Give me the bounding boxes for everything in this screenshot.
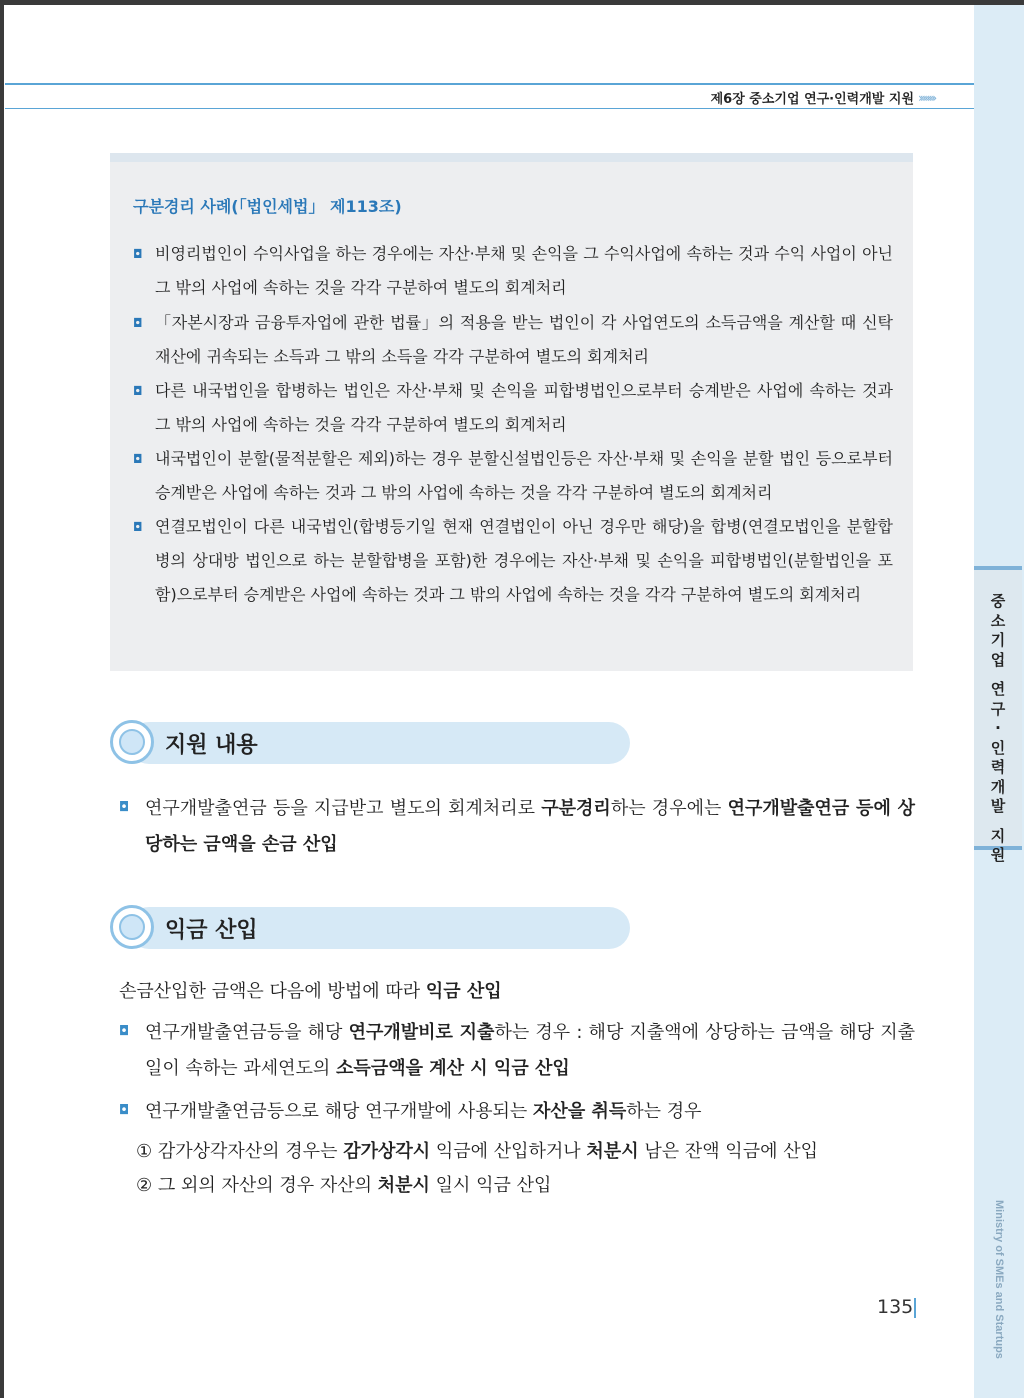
income-subitem-2: ② 그 외의 자산의 경우 자산의 처분시 일시 익금 산입 bbox=[136, 1175, 552, 1196]
income-item-1: 연구개발출연금등을 해당 연구개발비로 지출하는 경우 : 해당 지출액에 상당하는 금액을 해당 지출일이 속하는 과세연도의 소득금액을 계산 시 익금 산입 bbox=[145, 1022, 916, 1079]
box-list-item: ◘ 「자본시장과 금융투자업에 관한 법률」의 적용을 받는 법인이 각 사업연도의 소득금액을 계산할 때 신탁재산에 귀속되는 소득과 그 밖의 소득을 각각 구분하여 별도의 회계처리 bbox=[133, 306, 893, 374]
box-list-item: ◘ 내국법인이 분할(물적분할은 제외)하는 경우 분할신설법인등은 자산·부채 및 손익을 분할 법인 등으로부터 승계받은 사업에 속하는 것과 그 밖의 사업에 속하는 것을 각각 구분하여 별도의 회계처리 bbox=[133, 442, 893, 510]
bullet-icon: ◘ bbox=[133, 316, 143, 330]
income-subitem-1: ① 감가상각자산의 경우는 감가상각시 익금에 산입하거나 처분시 남은 잔액 익금에 산입 bbox=[136, 1141, 818, 1162]
bullet-icon: ◘ bbox=[133, 520, 143, 534]
ministry-vertical-label bbox=[988, 1200, 1010, 1370]
page-number-bar bbox=[914, 1298, 916, 1318]
box-list-item: ◘ 비영리법인이 수익사업을 하는 경우에는 자산·부채 및 손익을 그 수익사업에 속하는 것과 수익 사업이 아닌 그 밖의 사업에 속하는 것을 각각 구분하여 별도의 회계처리 bbox=[133, 237, 893, 305]
svg-text:Ministry of SMEs and Startups: Ministry of SMEs and Startups bbox=[993, 1200, 1005, 1359]
income-item-2: 연구개발출연금등으로 해당 연구개발에 사용되는 자산을 취득하는 경우 bbox=[145, 1101, 702, 1122]
header-rule bbox=[5, 83, 974, 85]
income-intro: 손금산입한 금액은 다음에 방법에 따라 익금 산입 bbox=[119, 981, 502, 1002]
section-title: 익금 산입 bbox=[165, 918, 258, 943]
section-header-support bbox=[110, 722, 630, 764]
chapter-side-tab-label: 중 소 기 업 연 구 · 인 력 개 발 지 원 bbox=[990, 592, 1006, 864]
example-box-title: 구분경리 사례(「법인세법」 제113조) bbox=[133, 197, 402, 216]
example-box-tab bbox=[110, 153, 913, 162]
page-left-edge bbox=[0, 0, 4, 1398]
bullet-icon: ◘ bbox=[133, 452, 143, 466]
bullet-icon: ◘ bbox=[133, 247, 143, 261]
page-number: 135 bbox=[877, 1296, 914, 1318]
chapter-side-tab bbox=[974, 566, 1022, 864]
page-top-edge bbox=[0, 0, 1024, 5]
header-arrows-icon: ››››››››› bbox=[918, 91, 935, 105]
section-header-income bbox=[110, 907, 630, 949]
bullet-icon: ◘ bbox=[119, 1103, 130, 1118]
running-header-title: 제6장 중소기업 연구·인력개발 지원 bbox=[710, 92, 914, 107]
bullet-icon: ◘ bbox=[133, 384, 143, 398]
header-rule-bottom bbox=[5, 108, 974, 109]
section-title: 지원 내용 bbox=[165, 733, 258, 758]
box-list-item: ◘ 다른 내국법인을 합병하는 법인은 자산·부채 및 손익을 피합병법인으로부터 승계받은 사업에 속하는 것과 그 밖의 사업에 속하는 것을 각각 구분하여 별도의 회계처리 bbox=[133, 374, 893, 442]
support-paragraph: 연구개발출연금 등을 지급받고 별도의 회계처리로 구분경리하는 경우에는 연구개발출연금 등에 상당하는 금액을 손금 산입 bbox=[145, 798, 915, 855]
bullet-icon: ◘ bbox=[119, 800, 130, 815]
section-circle-icon bbox=[110, 720, 154, 764]
bullet-icon: ◘ bbox=[119, 1024, 130, 1039]
box-list-item: ◘ 연결모법인이 다른 내국법인(합병등기일 현재 연결법인이 아닌 경우만 해당)을 합병(연결모법인을 분할합병의 상대방 법인으로 하는 분할합병을 포함)한 경우에는 자산·부채 및 손익을 피합병법인(분할법인을 포함)으로부터 승계받은 사업에 속하는 것과 그 밖의 사업에 속하는 것을 각각 구분하여 별도의 회계처리 bbox=[133, 510, 893, 612]
section-circle-icon bbox=[110, 905, 154, 949]
